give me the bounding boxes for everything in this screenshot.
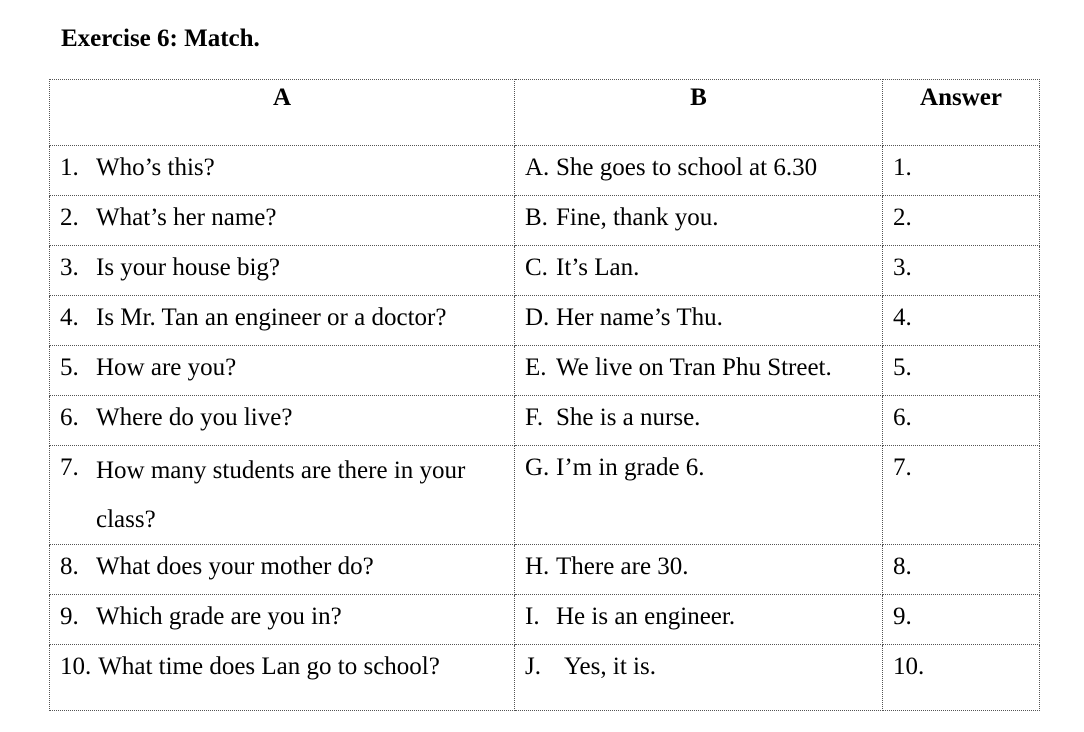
option-item	[515, 599, 882, 635]
question-text: How many students are there in your class?	[96, 457, 466, 533]
table-row	[50, 296, 1040, 346]
question-text: Where do you live?	[96, 404, 293, 431]
column-header-b: B	[515, 80, 883, 146]
question-number: 2.	[60, 204, 79, 231]
answer-blank[interactable]: 3.	[893, 254, 912, 281]
table-row	[50, 446, 1040, 545]
table-row	[50, 545, 1040, 595]
question-text: How are you?	[96, 354, 237, 381]
question-number: 5.	[60, 354, 79, 381]
question-item	[50, 649, 514, 685]
question-item	[50, 300, 514, 336]
option-item	[515, 450, 882, 486]
option-text: Yes, it is.	[564, 653, 656, 680]
option-text: He is an engineer.	[556, 603, 736, 630]
table-row	[50, 645, 1040, 711]
option-item	[515, 150, 882, 186]
option-letter: B.	[525, 204, 548, 231]
question-text: What time does Lan go to school?	[98, 653, 440, 680]
answer-blank[interactable]: 6.	[893, 404, 912, 431]
option-item	[515, 649, 882, 685]
question-item	[50, 350, 514, 386]
option-letter: G.	[525, 454, 550, 481]
option-text: She goes to school at 6.30	[556, 154, 818, 181]
answer-blank[interactable]: 7.	[893, 454, 912, 481]
question-number: 8.	[60, 553, 79, 580]
option-item	[515, 300, 882, 336]
answer-blank[interactable]: 1.	[893, 154, 912, 181]
question-number: 1.	[60, 154, 79, 181]
question-item	[50, 200, 514, 236]
table-row	[50, 346, 1040, 396]
question-text: What’s her name?	[96, 204, 277, 231]
option-letter: H.	[525, 553, 550, 580]
option-item	[515, 400, 882, 436]
question-item	[50, 599, 514, 635]
option-letter: E.	[525, 354, 547, 381]
match-table	[49, 79, 1040, 711]
exercise-title: Exercise 6: Match.	[61, 25, 260, 52]
question-number: 6.	[60, 404, 79, 431]
option-letter: D.	[525, 304, 550, 331]
option-text: Fine, thank you.	[556, 204, 719, 231]
question-text: Which grade are you in?	[96, 603, 342, 630]
question-number: 9.	[60, 603, 79, 630]
option-letter: F.	[525, 404, 544, 431]
question-item	[50, 150, 514, 186]
table-row	[50, 595, 1040, 645]
option-letter: C.	[525, 254, 548, 281]
answer-blank[interactable]: 10.	[893, 653, 925, 680]
table-row	[50, 246, 1040, 296]
option-item	[515, 350, 882, 386]
question-text: What does your mother do?	[96, 553, 374, 580]
question-item	[50, 549, 514, 585]
option-letter: J.	[525, 653, 541, 680]
option-text: We live on Tran Phu Street.	[556, 354, 832, 381]
answer-blank[interactable]: 2.	[893, 204, 912, 231]
question-number: 4.	[60, 304, 79, 331]
option-text: There are 30.	[556, 553, 689, 580]
table-row	[50, 146, 1040, 196]
question-number: 10.	[60, 653, 92, 680]
table-row	[50, 196, 1040, 246]
column-header-answer: Answer	[883, 80, 1040, 146]
option-text: I’m in grade 6.	[556, 454, 705, 481]
answer-blank[interactable]: 4.	[893, 304, 912, 331]
answer-blank[interactable]: 8.	[893, 553, 912, 580]
question-item	[50, 400, 514, 436]
header-row	[50, 80, 1040, 146]
answer-blank[interactable]: 5.	[893, 354, 912, 381]
option-text: It’s Lan.	[556, 254, 640, 281]
option-item	[515, 200, 882, 236]
question-text: Who’s this?	[96, 154, 215, 181]
option-text: She is a nurse.	[556, 404, 701, 431]
option-letter: I.	[525, 603, 540, 630]
column-header-a: A	[50, 80, 515, 146]
table-row	[50, 396, 1040, 446]
option-item	[515, 250, 882, 286]
question-text: Is your house big?	[96, 254, 280, 281]
answer-blank[interactable]: 9.	[893, 603, 912, 630]
question-text: Is Mr. Tan an engineer or a doctor?	[96, 304, 447, 331]
question-item	[50, 250, 514, 286]
question-number: 3.	[60, 254, 79, 281]
option-item	[515, 549, 882, 585]
question-item	[50, 450, 514, 544]
option-letter: A.	[525, 154, 550, 181]
option-text: Her name’s Thu.	[556, 304, 723, 331]
question-number: 7.	[60, 454, 79, 481]
